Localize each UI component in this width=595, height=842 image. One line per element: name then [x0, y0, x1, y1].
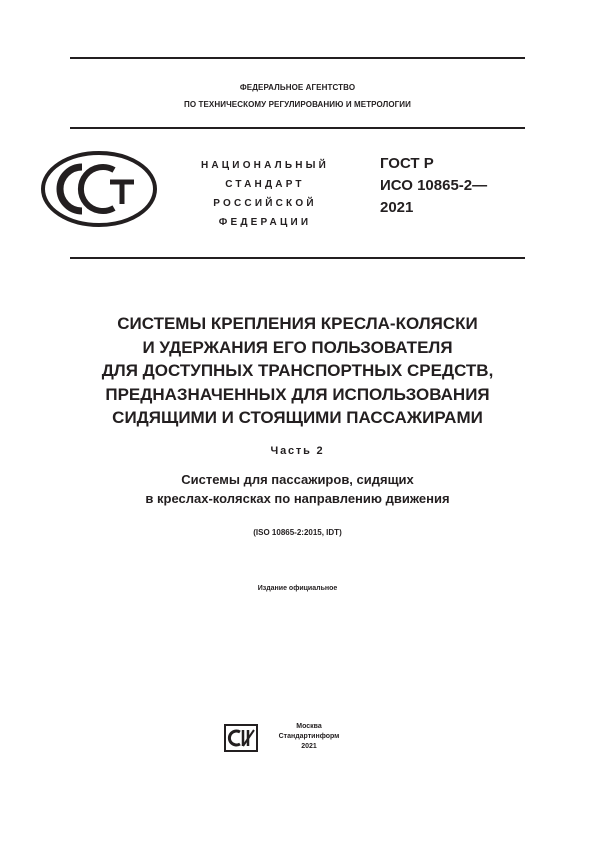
publisher-info — [264, 722, 354, 752]
part-label: Часть 2 — [270, 445, 325, 457]
header-rule — [70, 127, 525, 129]
title-line: СИСТЕМЫ КРЕПЛЕНИЯ КРЕСЛА-КОЛЯСКИ — [117, 314, 478, 333]
publisher-name: Стандартинформ — [278, 733, 340, 740]
standard-type-line: ФЕДЕРАЦИИ — [218, 217, 312, 228]
designation-line: ИСО 10865-2— — [380, 177, 488, 194]
designation-line: ГОСТ Р — [380, 155, 434, 172]
publication-year: 2021 — [301, 743, 317, 750]
standard-type-line: РОССИЙСКОЙ — [213, 198, 317, 209]
standartinform-logo-icon — [224, 724, 258, 752]
designation-line: 2021 — [380, 199, 414, 216]
title-line: И УДЕРЖАНИЯ ЕГО ПОЛЬЗОВАТЕЛЯ — [142, 337, 453, 357]
title-line: ПРЕДНАЗНАЧЕННЫХ ДЛЯ ИСПОЛЬЗОВАНИЯ — [105, 384, 490, 404]
title-line: ДЛЯ ДОСТУПНЫХ ТРАНСПОРТНЫХ СРЕДСТВ, — [101, 361, 494, 380]
standard-designation — [380, 153, 540, 219]
edition-label: Издание официальное — [257, 585, 338, 592]
title-rule — [70, 257, 525, 259]
subtitle-line: Системы для пассажиров, сидящих — [181, 472, 414, 487]
publisher-city: Москва — [296, 723, 322, 730]
standard-type-line: НАЦИОНАЛЬНЫЙ — [200, 160, 330, 171]
iso-reference: (ISO 10865-2:2015, IDT) — [253, 528, 342, 537]
part-title — [40, 470, 555, 508]
subtitle-line: в креслах-колясках по направлению движения — [145, 491, 450, 506]
title-line: СИДЯЩИМИ И СТОЯЩИМИ ПАССАЖИРАМИ — [112, 408, 483, 427]
standard-type — [180, 156, 350, 232]
document-title — [40, 312, 555, 430]
standard-type-line: СТАНДАРТ — [225, 179, 305, 190]
agency-name-line1: ФЕДЕРАЛЬНОЕ АГЕНТСТВО — [239, 83, 356, 92]
gost-r-logo-icon — [40, 150, 158, 228]
agency-name-line2: ПО ТЕХНИЧЕСКОМУ РЕГУЛИРОВАНИЮ И МЕТРОЛОГИИ — [183, 100, 412, 109]
top-rule — [70, 57, 525, 59]
